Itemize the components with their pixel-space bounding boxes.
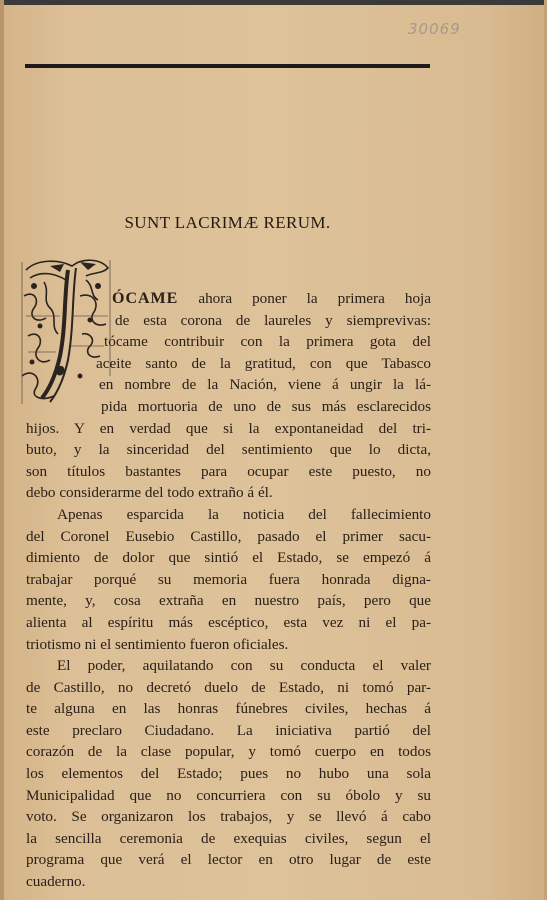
text-line: de Castillo, no decretó duelo de Estado, ni tomó par- xyxy=(26,678,431,696)
text-line: triotismo ni el sentimiento fueron oficiales. xyxy=(26,635,289,653)
text-line: corazón de la clase popular, y tomó cuerpo en todos xyxy=(26,743,431,761)
page-left-edge xyxy=(0,0,4,900)
text-line: mente, y, cosa extraña en nuestro país, pero que xyxy=(26,592,431,610)
body-text xyxy=(26,288,431,893)
text-line: buto, y la sinceridad del sentimiento que lo dicta, xyxy=(26,441,431,459)
text-line: de esta corona de laureles y siemprevivas: xyxy=(115,311,431,329)
text-line: aceite santo de la gratitud, con que Tabasco xyxy=(96,354,431,372)
text-line: este preclaro Ciudadano. La iniciativa partió del xyxy=(26,721,431,739)
text-line: Municipalidad que no concurriera con su óbolo y su xyxy=(26,786,431,804)
text-line: del Coronel Eusebio Castillo, pasado el primer sacu- xyxy=(26,527,431,545)
pencil-catalog-number: 30069 xyxy=(408,20,461,38)
text-line: programa que verá el lector en otro lugar de este xyxy=(26,851,431,869)
text-line: pida mortuoria de uno de sus más esclarecidos xyxy=(101,397,431,415)
lead-word: ÓCAME xyxy=(112,290,179,307)
text-line: voto. Se organizaron los trabajos, y se llevó á cabo xyxy=(26,808,431,826)
text-line: en nombre de la Nación, viene á ungir la lá- xyxy=(99,376,431,394)
text-line: alienta al espíritu más escéptico, esta vez ni el pa- xyxy=(26,613,431,631)
text-line: los elementos del Estado; pues no hubo una sola xyxy=(26,765,431,783)
text-line: hijos. Y en verdad que si la expontaneidad del tri- xyxy=(26,419,431,437)
page-top-edge xyxy=(0,0,547,5)
page-title: SUNT LACRIMÆ RERUM. xyxy=(124,213,331,232)
text-line: dimiento de dolor que sintió el Estado, se empezó á xyxy=(26,549,431,567)
text-line: son títulos bastantes para ocupar este puesto, no xyxy=(26,462,431,480)
text-line: debo considerarme del todo extraño á él. xyxy=(26,484,273,502)
header-rule xyxy=(25,64,430,68)
text-line: tócame contribuir con la primera gota del xyxy=(104,333,431,351)
text-line: El poder, aquilatando con su conducta el valer xyxy=(57,657,431,675)
text-line: trabajar porqué su memoria fuera honrada digna- xyxy=(26,570,431,588)
text-line: cuaderno. xyxy=(26,873,86,891)
text-line: te alguna en las honras fúnebres civiles, hechas á xyxy=(26,700,431,718)
text-line: Apenas esparcida la noticia del fallecimiento xyxy=(57,505,431,523)
text-line: la sencilla ceremonia de exequias civiles, segun el xyxy=(26,829,431,847)
text-line: ÓCAME ahora poner la primera hoja xyxy=(112,290,431,307)
